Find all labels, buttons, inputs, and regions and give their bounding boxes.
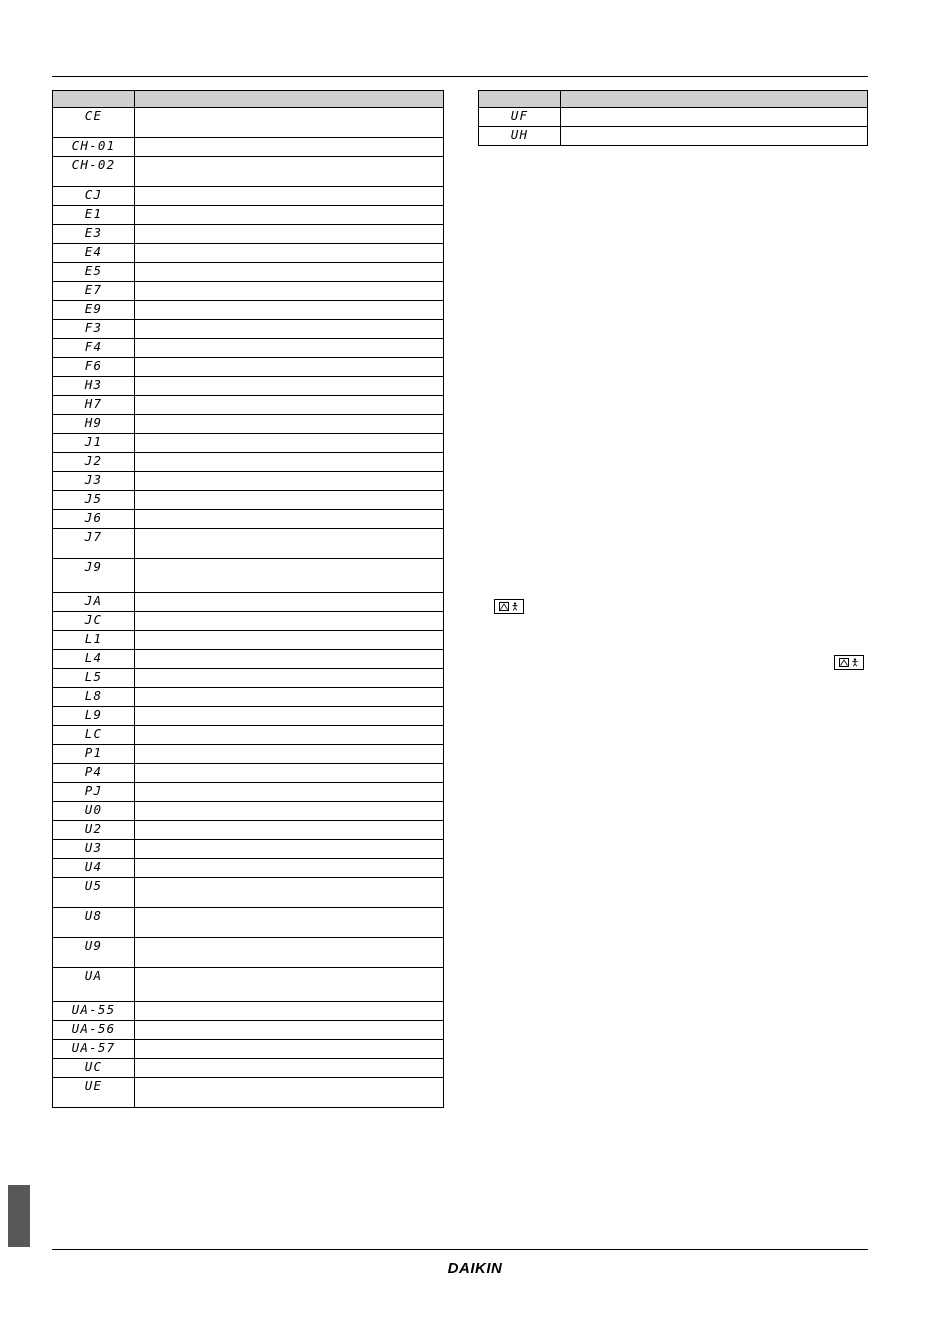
table-row [53, 1021, 444, 1040]
error-code-cell: CJ [53, 187, 135, 206]
error-code-cell: J9 [53, 559, 135, 593]
error-description-cell [135, 878, 444, 908]
table-row [53, 726, 444, 745]
table-row [53, 802, 444, 821]
error-description-cell [135, 282, 444, 301]
table-row [53, 453, 444, 472]
error-code-cell: UA-56 [53, 1021, 135, 1040]
table-row [53, 225, 444, 244]
error-code-cell: UF [479, 108, 561, 127]
person-icon [511, 602, 519, 611]
table-row [53, 434, 444, 453]
table-row [53, 187, 444, 206]
error-code-cell: E5 [53, 263, 135, 282]
error-description-cell [135, 1059, 444, 1078]
error-code-cell: UA [53, 968, 135, 1002]
table-row [53, 631, 444, 650]
table-row [53, 783, 444, 802]
error-code-cell: P4 [53, 764, 135, 783]
error-description-cell [135, 339, 444, 358]
error-code-cell: J2 [53, 453, 135, 472]
table-row [53, 377, 444, 396]
table-row [53, 764, 444, 783]
error-description-cell [135, 206, 444, 225]
error-description-cell [135, 1040, 444, 1059]
table-row [53, 138, 444, 157]
installer-note-icon [834, 655, 864, 670]
error-description-cell [135, 859, 444, 878]
error-code-cell: H9 [53, 415, 135, 434]
error-description-cell [135, 396, 444, 415]
error-description-cell [135, 187, 444, 206]
error-description-cell [561, 127, 868, 146]
error-description-cell [135, 650, 444, 669]
error-code-cell: E4 [53, 244, 135, 263]
error-code-cell: L8 [53, 688, 135, 707]
table-row [53, 559, 444, 593]
table-row [53, 650, 444, 669]
table-row [53, 244, 444, 263]
daikin-logo: DAIKIN [447, 1260, 503, 1277]
error-code-cell: JC [53, 612, 135, 631]
table-body-left [53, 108, 444, 1108]
table-row [53, 263, 444, 282]
document-icon [499, 602, 509, 611]
header-rule [52, 76, 868, 77]
table-row [53, 1078, 444, 1108]
error-description-cell [135, 108, 444, 138]
table-row [53, 339, 444, 358]
table-row [53, 472, 444, 491]
error-code-cell: E9 [53, 301, 135, 320]
table-row [53, 108, 444, 138]
table-body-right [479, 108, 868, 146]
table-row [53, 529, 444, 559]
error-description-cell [135, 1002, 444, 1021]
error-description-cell [135, 688, 444, 707]
error-code-cell: UA-55 [53, 1002, 135, 1021]
table-row [53, 745, 444, 764]
error-description-cell [135, 434, 444, 453]
error-description-cell [135, 472, 444, 491]
error-code-cell: J1 [53, 434, 135, 453]
error-description-cell [135, 908, 444, 938]
table-row [53, 301, 444, 320]
installer-note-icon [494, 599, 524, 614]
error-description-cell [135, 593, 444, 612]
error-description-cell [135, 1078, 444, 1108]
document-icon [839, 658, 849, 667]
table-row [53, 157, 444, 187]
error-description-cell [135, 529, 444, 559]
error-code-cell: E3 [53, 225, 135, 244]
table-row [53, 491, 444, 510]
column-header-description [135, 91, 444, 108]
error-code-cell: F3 [53, 320, 135, 339]
error-code-table-left [52, 90, 444, 1108]
error-code-cell: J5 [53, 491, 135, 510]
error-description-cell [135, 938, 444, 968]
error-code-cell: U4 [53, 859, 135, 878]
person-icon [851, 658, 859, 667]
table-row [53, 396, 444, 415]
table-row [53, 1040, 444, 1059]
error-code-cell: P1 [53, 745, 135, 764]
error-description-cell [135, 377, 444, 396]
error-code-cell: H3 [53, 377, 135, 396]
table-row [53, 612, 444, 631]
error-description-cell [135, 138, 444, 157]
table-header-row [53, 91, 444, 108]
table-row [53, 968, 444, 1002]
error-code-cell: F6 [53, 358, 135, 377]
table-row [53, 908, 444, 938]
error-description-cell [135, 840, 444, 859]
error-code-cell: UH [479, 127, 561, 146]
error-description-cell [135, 631, 444, 650]
error-description-cell [135, 612, 444, 631]
error-description-cell [135, 244, 444, 263]
page-edge-tab-marker [8, 1185, 30, 1247]
table-row [53, 859, 444, 878]
error-code-cell: J7 [53, 529, 135, 559]
error-code-table-left-column [52, 90, 444, 1108]
table-row [479, 127, 868, 146]
error-code-cell: U9 [53, 938, 135, 968]
error-code-cell: U0 [53, 802, 135, 821]
error-code-cell: E1 [53, 206, 135, 225]
error-code-table-right [478, 90, 868, 146]
table-row [53, 358, 444, 377]
error-description-cell [135, 453, 444, 472]
error-code-cell: E7 [53, 282, 135, 301]
table-row [53, 593, 444, 612]
error-description-cell [135, 358, 444, 377]
error-description-cell [135, 225, 444, 244]
table-row [53, 821, 444, 840]
error-code-cell: JA [53, 593, 135, 612]
table-row [53, 938, 444, 968]
error-code-cell: F4 [53, 339, 135, 358]
error-code-cell: H7 [53, 396, 135, 415]
error-description-cell [135, 821, 444, 840]
error-code-cell: U5 [53, 878, 135, 908]
table-header-right [479, 91, 868, 108]
table-row [53, 1002, 444, 1021]
error-code-cell: CE [53, 108, 135, 138]
error-description-cell [561, 108, 868, 127]
footer-rule [52, 1249, 868, 1250]
error-code-cell: UA-57 [53, 1040, 135, 1059]
error-description-cell [135, 320, 444, 339]
error-description-cell [135, 491, 444, 510]
error-description-cell [135, 764, 444, 783]
error-code-cell: L1 [53, 631, 135, 650]
column-header-code [479, 91, 561, 108]
error-code-table-right-column [478, 90, 868, 146]
error-code-cell: U2 [53, 821, 135, 840]
error-description-cell [135, 301, 444, 320]
error-description-cell [135, 802, 444, 821]
error-description-cell [135, 669, 444, 688]
table-row [53, 510, 444, 529]
error-code-cell: UE [53, 1078, 135, 1108]
error-code-cell: LC [53, 726, 135, 745]
error-description-cell [135, 707, 444, 726]
table-row [53, 707, 444, 726]
error-code-cell: UC [53, 1059, 135, 1078]
error-description-cell [135, 783, 444, 802]
table-row [479, 108, 868, 127]
table-row [53, 320, 444, 339]
table-row [53, 688, 444, 707]
column-header-code [53, 91, 135, 108]
table-header-row [479, 91, 868, 108]
error-code-cell: L9 [53, 707, 135, 726]
error-description-cell [135, 968, 444, 1002]
table-row [53, 282, 444, 301]
error-code-cell: U8 [53, 908, 135, 938]
table-row [53, 415, 444, 434]
error-code-cell: J6 [53, 510, 135, 529]
error-description-cell [135, 157, 444, 187]
error-code-cell: L4 [53, 650, 135, 669]
table-header-left [53, 91, 444, 108]
error-description-cell [135, 726, 444, 745]
error-description-cell [135, 415, 444, 434]
table-row [53, 840, 444, 859]
error-code-cell: L5 [53, 669, 135, 688]
error-description-cell [135, 745, 444, 764]
error-code-cell: J3 [53, 472, 135, 491]
column-header-description [561, 91, 868, 108]
table-row [53, 669, 444, 688]
table-row [53, 878, 444, 908]
error-description-cell [135, 263, 444, 282]
error-description-cell [135, 1021, 444, 1040]
table-row [53, 1059, 444, 1078]
error-code-cell: CH-01 [53, 138, 135, 157]
error-code-cell: CH-02 [53, 157, 135, 187]
error-code-cell: PJ [53, 783, 135, 802]
error-code-cell: U3 [53, 840, 135, 859]
error-description-cell [135, 559, 444, 593]
table-row [53, 206, 444, 225]
error-description-cell [135, 510, 444, 529]
